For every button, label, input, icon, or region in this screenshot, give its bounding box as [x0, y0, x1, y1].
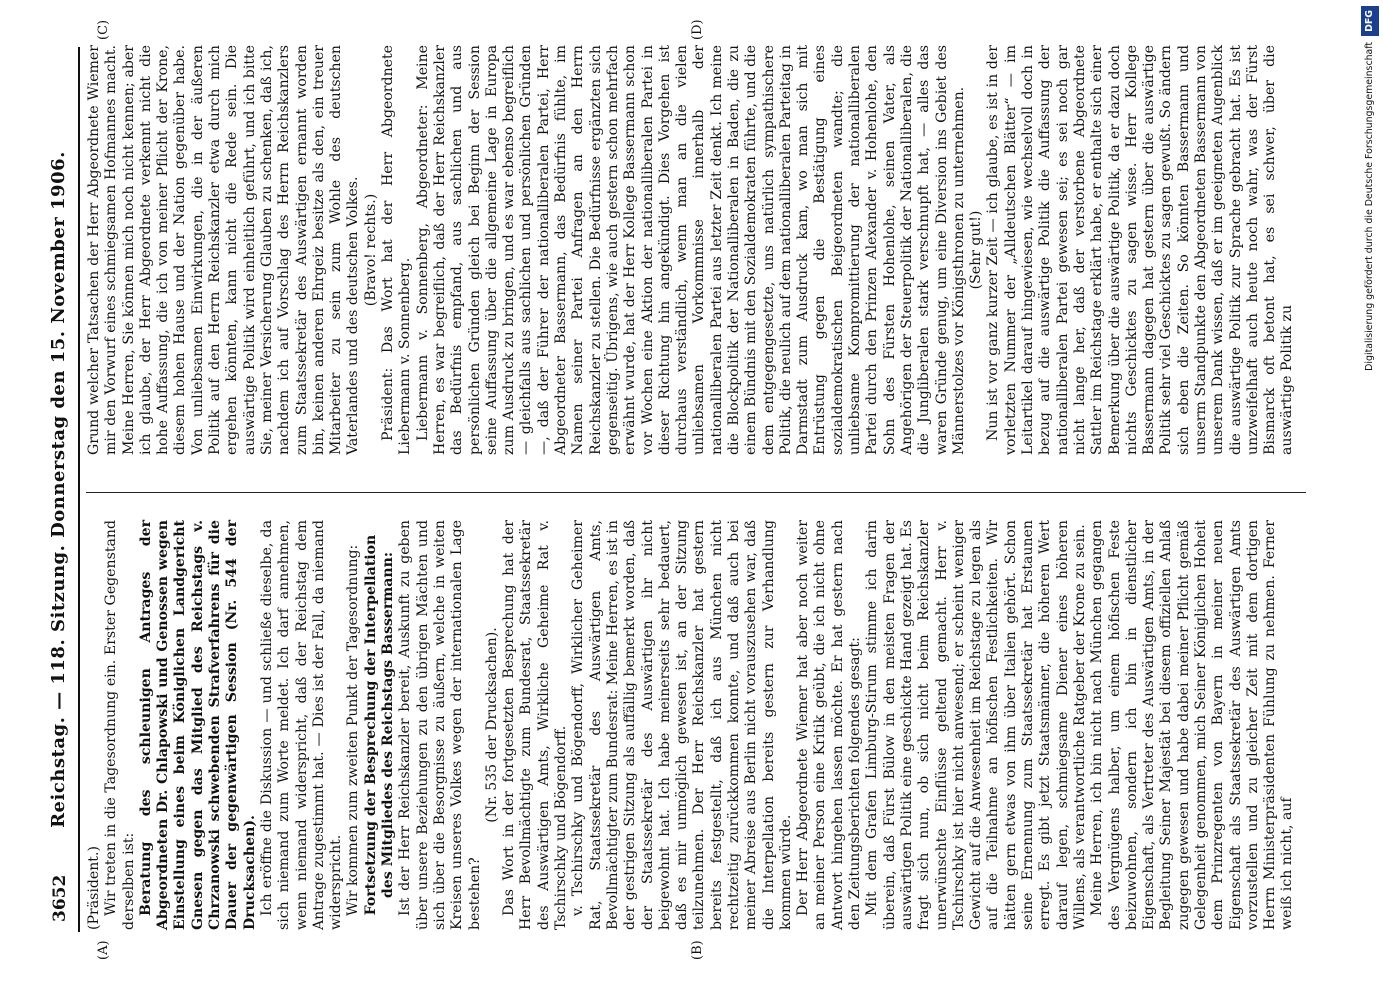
margin-marker-d: (D)	[690, 19, 705, 40]
reaction: (Sehr gut!)	[968, 210, 985, 290]
agenda-item: Beratung des schleunigen Antrages der Abgeordneten Dr. Chlapowski und Genossen wegen Einstellung eines beim Königlichen Landgericht Gnesen gegen das Mitglied des Reichstags v. Chrzanowski schwebenden Strafverfahrens für die Dauer der gegenwärtigen Session (Nr. 544 der Drucksachen).	[137, 520, 258, 930]
digitization-credit	[1353, 6, 1379, 996]
column-divider	[86, 492, 1306, 493]
margin-marker-a: (A)	[96, 940, 111, 960]
paragraph: Ich eröffne die Diskussion — und schließe dieselbe, da sich niemand zum Worte meldet. Ich darf annehmen, wenn niemand widerspricht, daß der Reichstag dem Antrage zugestimmt hat. — Dies ist der Fall, da niemand widerspricht.	[258, 520, 345, 930]
page-header	[42, 47, 80, 932]
speech-paragraph: Nun ist vor ganz kurzer Zeit — ich glaube, es ist in der vorletzten Nummer der „Alldeutschen Blätter“ — im Leitartikel darauf hingewiesen, wie wechselvoll doch in bezug auf die auswärtige Politik die Auffassung der nationalliberalen Partei gewesen sei; es sei noch gar nicht lange her, daß der verstorbene Abgeordnete Sattler im Reichstage erklärt habe, er enthalte sich einer Bemerkung über die auswärtige Politik, da er dazu doch nichts Geschicktes zu sagen wisse. Herr Kollege Bassermann dagegen hat gestern über die auswärtige Politik sehr viel Geschicktes zu sagen gewußt. So ändern sich eben die Zeiten. So könnten Bassermann und unserm Standpunkte den Abgeordneten Bassermann von unserem Dank wissen, daß er im geeigneten Augenblick die auswärtige Politik zur Sprache gebracht hat. Es ist unzweifelhaft auch heute noch wahr, was der Fürst Bismarck oft betont hat, es sei schwer, über die auswärtige Politik zu	[985, 45, 1296, 455]
speaker-label: (Präsident.)	[86, 846, 102, 930]
agenda-item: Fortsetzung der Besprechung der Interpellation des Mitgliedes des Reichstags Bassermann:	[362, 534, 397, 916]
dfg-logo: DFG	[1361, 6, 1379, 36]
margin-marker-b: (B)	[690, 940, 705, 960]
paragraph: Wir treten in die Tagesordnung ein. Erster Gegenstand derselben ist:	[103, 520, 137, 930]
margin-marker-c: (C)	[96, 19, 111, 40]
speaker-announcement: Präsident: Das Wort hat der Herr Abgeordnete Liebermann v. Sonnenberg.	[380, 45, 414, 455]
speech-paragraph: v. Tschirschky und Bögendorff, Wirklicher Geheimer Rat, Staatssekretär des Auswärtigen Amts, Bevollmächtigter zum Bundesrat: Meine Herren, es ist in der gestrigen Sitzung als auffällig bemerkt worden, daß der Staatssekretär des Auswärtigen ihr nicht beigewohnt hat. Ich habe meinerseits sehr bedauert, daß es mir unmöglich gewesen ist, an der Sitzung teilzunehmen. Der Herr Reichskanzler hat gestern bereits festgestellt, daß ich aus München nicht rechtzeitig zurückkommen konnte, und daß auch bei meiner Abreise aus Berlin nicht vorauszusehen war, daß die Interpellation bereits gestern zur Verhandlung kommen würde.	[570, 520, 794, 930]
right-column	[86, 45, 1297, 455]
reference: (Nr. 535 der Drucksachen).	[483, 627, 500, 823]
left-column	[86, 520, 1297, 930]
paragraph: Das Wort in der fortgesetzten Besprechung hat der Herr Bevollmächtigte zum Bundesrat, Staatssekretär des Auswärtigen Amts, Wirkliche Geheime Rat v. Tschirschky und Bögendorff.	[501, 520, 570, 930]
credit-text: Digitalisierung gefördert durch die Deutsche Forschungsgemeinschaft	[1364, 41, 1375, 371]
reaction: (Bravo! rechts.)	[362, 193, 379, 307]
speech-paragraph: Der Herr Abgeordnete Wiemer hat aber noch weiter an meiner Person eine Kritik geübt, die ich nicht ohne Antwort hingehen lassen möchte. Er hat gestern nach den Zeitungsberichten folgendes gesagt:	[795, 520, 864, 930]
speech-paragraph: Meine Herren, ich bin nicht nach München gegangen des Vergnügens halber, um einem höfischen Feste beizuwohnen, sondern ich bin in dienstlicher Eigenschaft, als Vertreter des Auswärtigen Amts, in der Begleitung Seiner Majestät bei diesem offiziellen Anlaß zugegen gewesen und habe dabei meiner Pflicht gemäß Gelegenheit genommen, mich Seiner Königlichen Hoheit dem Prinzregenten von Bayern in meiner neuen Eigenschaft als Staatssekretär des Auswärtigen Amts vorzustellen und zu gleicher Zeit mit dem dortigen Herrn Ministerpräsidenten Fühlung zu nehmen. Ferner weiß ich nicht, auf	[1089, 520, 1296, 930]
speech-paragraph: Grund welcher Tatsachen der Herr Abgeordnete Wiemer mir den Vorwurf eines schmiegsamen Hofmannes macht. Meine Herren, Sie können mich noch nicht kennen; aber ich glaube, der Herr Abgeordnete verkennt nicht die hohe Auffassung, die ich von meiner Pflicht der Krone, diesem hohen Hause und der Nation gegenüber habe. Von unliebsamen Einwirkungen, die in der äußeren Politik auf den Herrn Reichskanzler etwa durch mich ergehen könnten, kann nicht die Rede sein. Die auswärtige Politik wird einheitlich geführt, und ich bitte Sie, meiner Versicherung Glauben zu schenken, daß ich, nachdem ich auf Vorschlag des Herrn Reichskanzlers zum Staatssekretär des Auswärtigen ernannt worden bin, keinen anderen Ehrgeiz besitze als den, ein treuer Mitarbeiter zu sein zum Wohle des deutschen Vaterlandes und des deutschen Volkes.	[86, 45, 362, 455]
page-number: 3652	[50, 874, 70, 922]
running-title: Reichstag. — 118. Sitzung. Donnerstag den 15. November 1906.	[48, 151, 69, 828]
paragraph: Wir kommen zum zweiten Punkt der Tagesordnung:	[345, 544, 362, 916]
quotation: Mit dem Grafen Limburg-Stirum stimme ich darin überein, daß Fürst Bülow in den meisten Fragen der auswärtigen Politik eine geschickte Hand gezeigt hat. Es fragt sich nun, ob sich nicht beim Reichskanzler unerwünschte Einflüsse geltend gemacht. Herr v. Tschirschky ist hier nicht anwesend; er scheint weniger Gewicht auf die Anwesenheit im Reichstage zu legen als auf die Teilnahme an höfischen Festlichkeiten. Wir hätten gern etwas von ihm über Italien gehört. Schon seine Ernennung zum Staatssekretär hat Erstaunen erregt. Es gibt jetzt Staatsmänner, die höheren Wert darauf legen, schmiegsame Diener eines höheren Willens, als verantwortliche Ratgeber der Krone zu sein.	[864, 520, 1088, 930]
speech-paragraph: Liebermann v. Sonnenberg, Abgeordneter: Meine Herren, es war begreiflich, daß der Herr Reichskanzler das Bedürfnis empfand, aus sachlichen und aus persönlichen Gründen gleich bei Beginn der Session seine Auffassung über die allgemeine Lage in Europa zum Ausdruck zu bringen, und es war ebenso begreiflich — gleichfalls aus sachlichen und persönlichen Gründen —, daß der Führer der nationalliberalen Partei, Herr Abgeordneter Bassermann, das Bedürfnis fühlte, im Namen seiner Partei Anfragen an den Herrn Reichskanzler zu stellen. Die Bedürfnisse ergänzten sich gegenseitig. Übrigens, wie auch gestern schon mehrfach erwähnt wurde, hat der Herr Kollege Bassermann schon vor Wochen eine Aktion der nationalliberalen Partei in dieser Richtung hin angekündigt. Dies Vorgehen ist durchaus verständlich, wenn man an die vielen unliebsamen Vorkommnisse innerhalb der nationalliberalen Partei aus letzter Zeit denkt. Ich meine die Blockpolitik der Nationalliberalen in Baden, die zu einem Bündnis mit den Sozialdemokraten führte, und die dem entgegengesetzte, uns natürlich sympathischere Politik, die neulich auf dem nationalliberalen Parteitag in Darmstadt zum Ausdruck kam, wo man sich mit Entrüstung gegen die Bestätigung eines sozialdemokratischen Beigeordneten wandte; die unliebsame Kompromittierung der nationalliberalen Partei durch den Prinzen Alexander v. Hohenlohe, den Sohn des Fürsten Hohenlohe, seinen Vater, als Angehörigen der Steuerpolitik der Nationalliberalen, die die Jungliberalen stark verschnupft hat, — alles das waren Gründe genug, um eine Diversion ins Gebiet des Männerstolzes vor Königsthronen zu unternehmen.	[414, 45, 967, 455]
interpellation-text: Ist der Herr Reichskanzler bereit, Auskunft zu geben über unsere Beziehungen zu den übrigen Mächten und sich über die Besorgnisse zu äußern, welche in weiten Kreisen unseres Volkes wegen der internationalen Lage bestehen?	[397, 520, 483, 930]
